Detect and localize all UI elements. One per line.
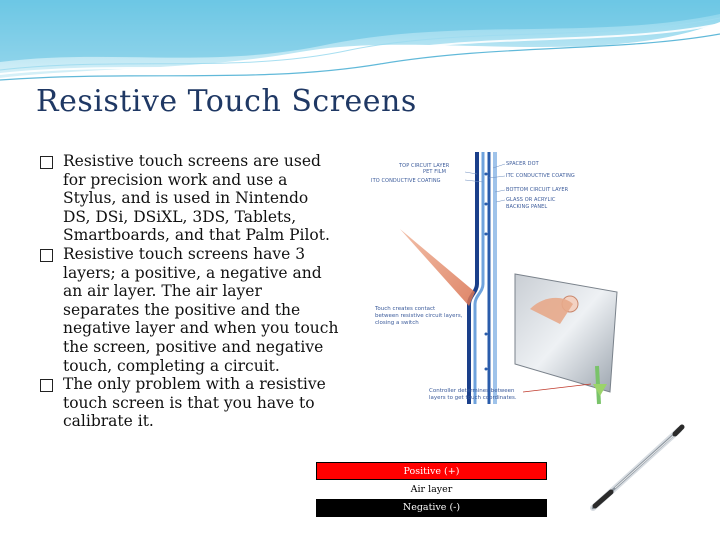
bullet-square-icon [40,249,53,262]
bullet-item [40,375,340,431]
label-ito-conductive-coating: ITO CONDUCTIVE COATING [371,178,441,184]
label-top-circuit-layer: TOP CIRCUIT LAYER [399,163,450,169]
bullet-square-icon [40,156,53,169]
bullet-item [40,152,340,245]
bullet-text: Resistive touch screens have 3 layers; a positive, a negative and an air layer. The air layer separates the positive and the negative layer and when you touch the screen, positive and negative touch, completing a circuit. [63,244,339,375]
touch-contact-note [375,306,462,327]
controller-note-line: layers to get touch coordinates. [429,395,517,401]
slide-title: Resistive Touch Screens [36,84,417,119]
controller-note-line: Controller determines between [429,388,515,394]
bullet-square-icon [40,379,53,392]
label-spacer-dot: SPACER DOT [506,161,539,167]
bullet-text: Resistive touch screens are used for precision work and use a Stylus, and is used in Nintendo DS, DSi, DSiXL, 3DS, Tablets, Smartboards, and that Palm Pilot. [63,152,330,245]
controller-note [429,388,517,402]
legend-air-layer: Air layer [316,481,547,499]
label-backing-panel: BACKING PANEL [506,204,548,210]
legend-positive-layer: Positive (+) [316,462,547,480]
layer-diagram-graphic [365,134,630,414]
touch-note-line: Touch creates contact [375,306,436,312]
stylus-icon [585,416,695,526]
label-glass-acrylic: GLASS OR ACRYLIC [506,197,556,203]
bullet-item [40,245,340,375]
bullet-list [40,152,340,431]
label-bottom-circuit-layer: BOTTOM CIRCUIT LAYER [506,187,569,193]
label-pet-film: PET FILM [423,169,447,175]
legend-negative-layer: Negative (-) [316,499,547,517]
bullet-text: The only problem with a resistive touch screen is that you have to calibrate it. [63,375,326,431]
touch-note-line: between resistive circuit layers, [375,313,463,319]
touchscreen-layer-diagram [365,134,630,414]
header-wave-banner [0,0,720,90]
label-itc-conductive-coating: ITC CONDUCTIVE COATING [506,173,575,179]
touch-note-line: closing a switch [375,320,419,326]
